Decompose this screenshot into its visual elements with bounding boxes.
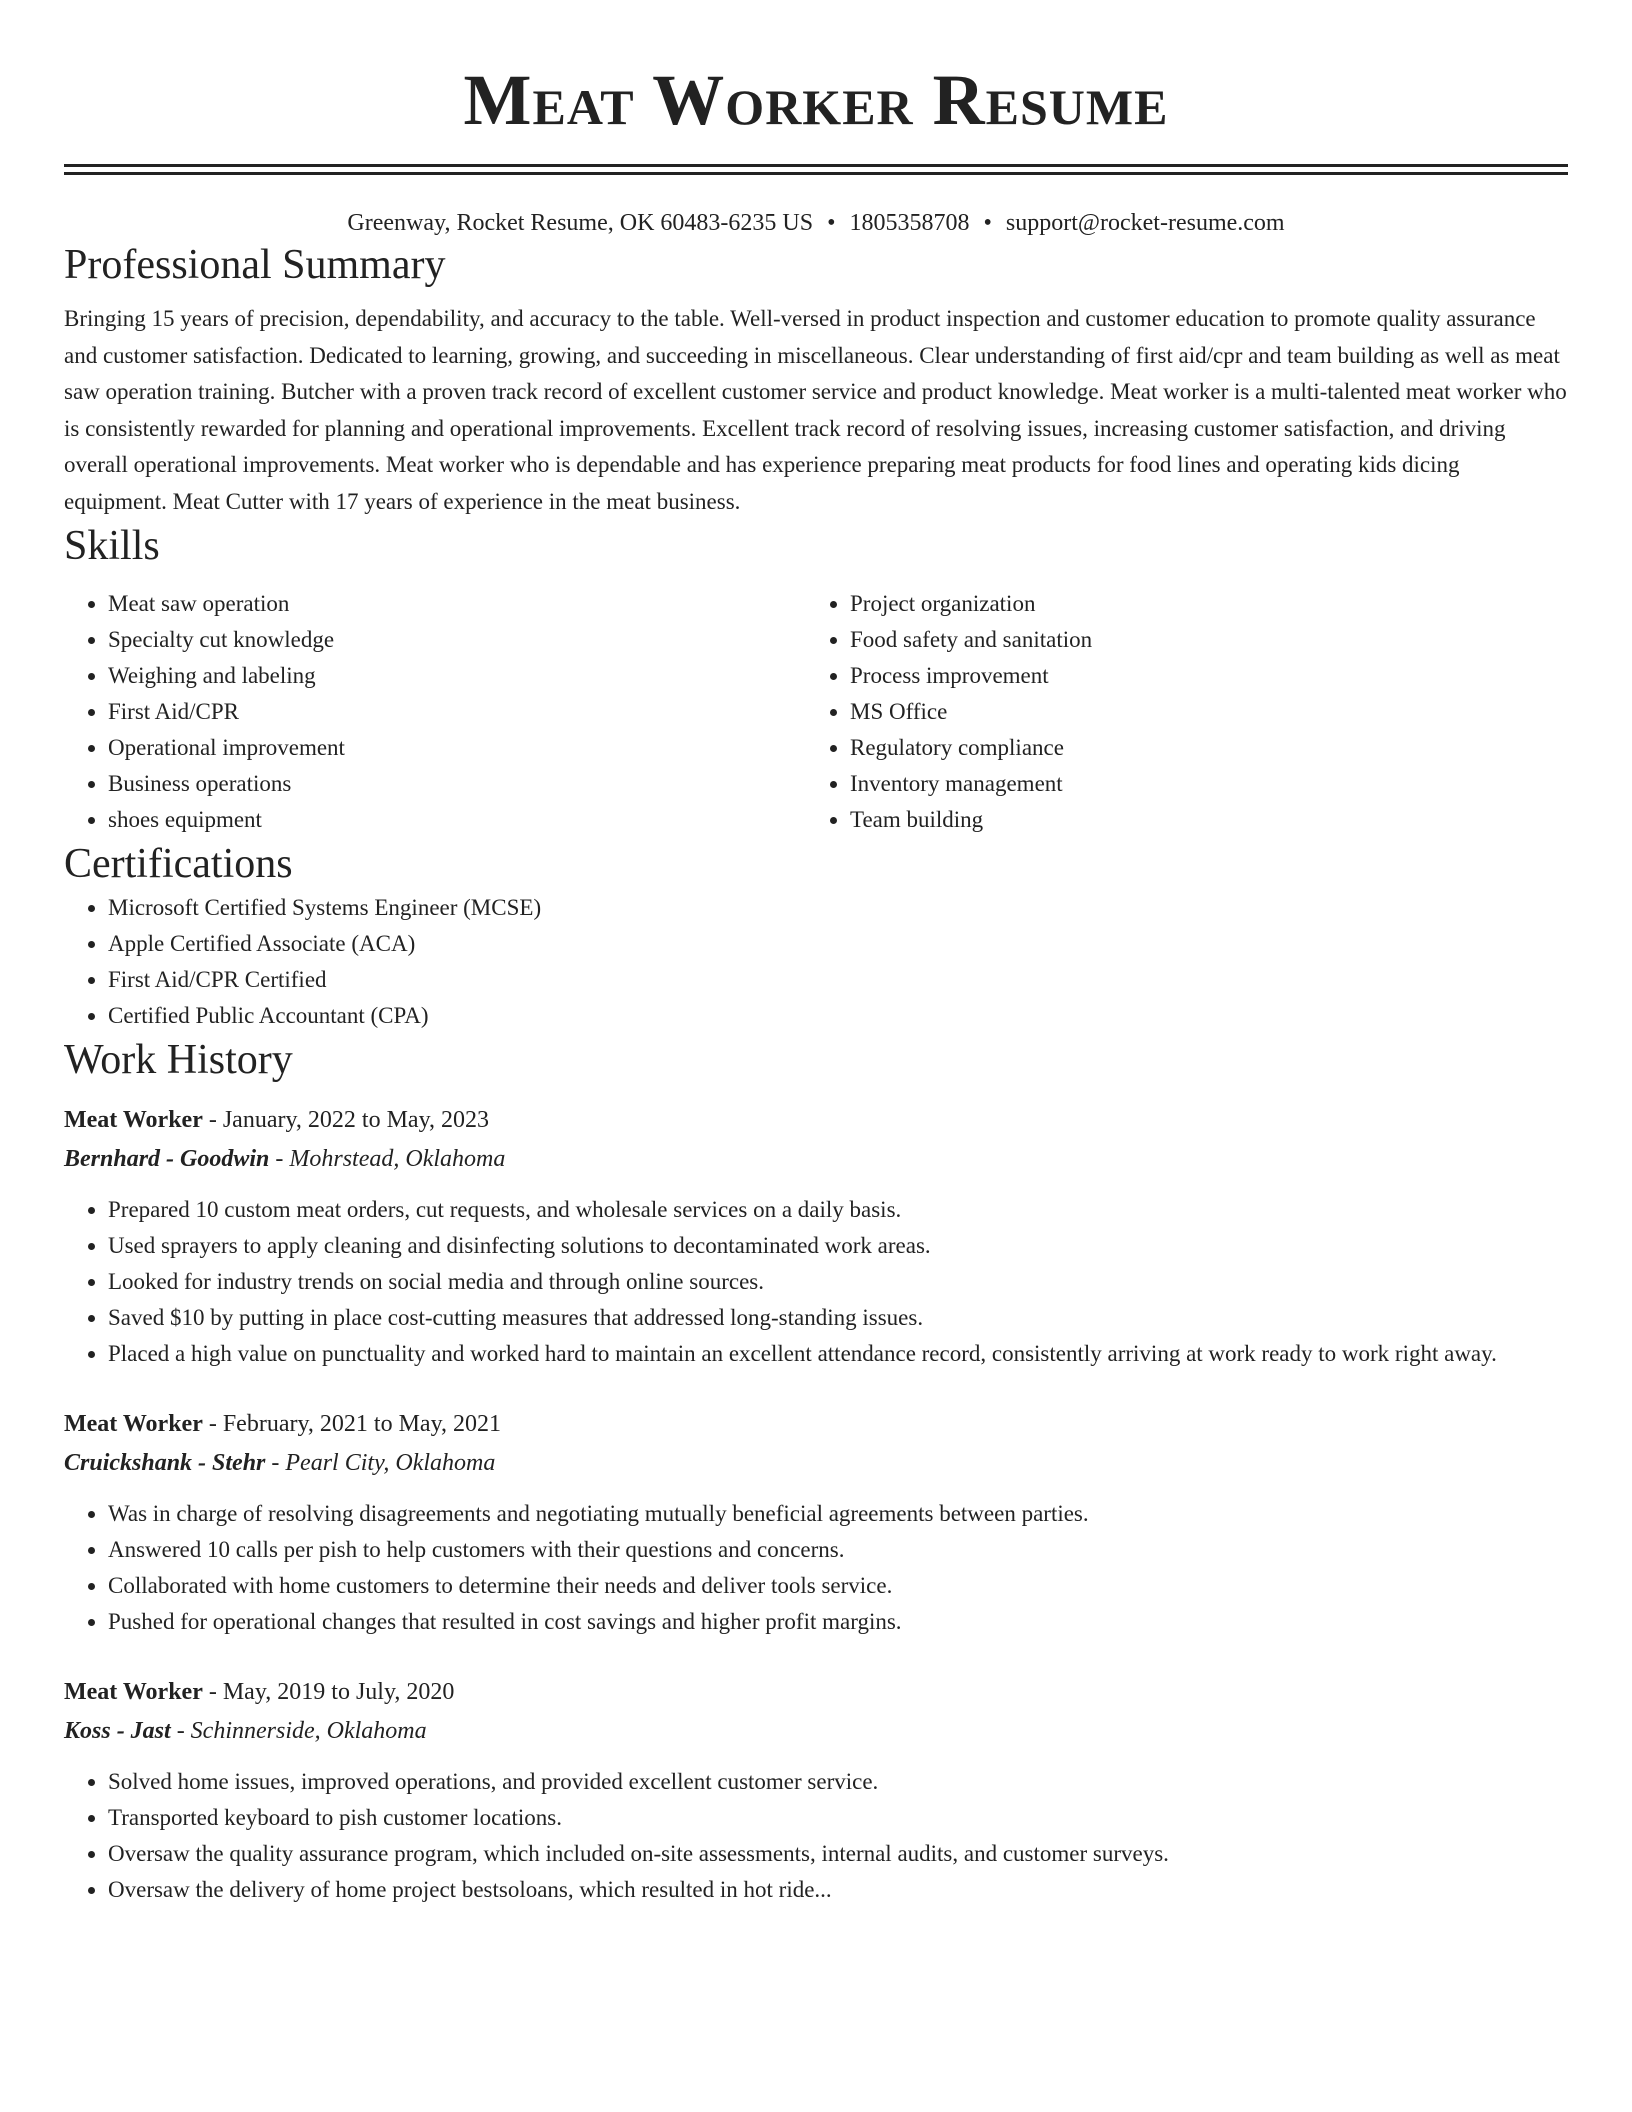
title-divider-top [64,164,1568,167]
certification-item: • Microsoft Certified Systems Engineer (MCSE) [108,890,1568,926]
job-duty: • Transported keyboard to pish customer locations. [108,1800,1568,1836]
job-dates: - January, 2022 to May, 2023 [202,1107,490,1133]
job-duty: • Prepared 10 custom meat orders, cut requests, and wholesale services on a daily basis. [108,1192,1568,1228]
skill-item: • Process improvement [850,658,1548,694]
skill-item: • First Aid/CPR [108,694,806,730]
job-duty: • Placed a high value on punctuality and worked hard to maintain an excellent attendance record, consistently arriving at work ready to work right away. [108,1336,1568,1372]
job-duty: • Oversaw the quality assurance program, which included on-site assessments, internal audits, and customer surveys. [108,1836,1568,1872]
skills-heading: Skills [64,523,160,569]
job-employer: Koss - Jast [64,1718,171,1744]
job-employer-line [64,1140,1568,1178]
contact-line [64,207,1568,239]
skill-item: • Inventory management [850,766,1548,802]
job-duty: • Was in charge of resolving disagreements and negotiating mutually beneficial agreements between parties. [108,1496,1568,1532]
job-employer: Cruickshank - Stehr [64,1450,266,1476]
skills-column-left [64,586,806,838]
skills-grid [64,586,1568,838]
certification-item: • Certified Public Accountant (CPA) [108,998,1568,1034]
skill-item: • Regulatory compliance [850,730,1548,766]
summary-heading: Professional Summary [64,242,446,288]
contact-separator: • [983,210,992,236]
summary-text: Bringing 15 years of precision, dependability, and accuracy to the table. Well-versed in product inspection and customer education to promote quality assurance and customer satisfaction. Dedicated to learning, growing, and succeeding in miscellaneous. Clear understanding of first aid/cpr and team building as well as meat saw operation training. Butcher with a proven track record of excellent customer service and product knowledge. Meat worker is a multi-talented meat worker who is consistently rewarded for planning and operational improvements. Excellent track record of resolving issues, increasing customer satisfaction, and driving overall operational improvements. Meat worker who is dependable and has experience preparing meat products for food lines and operating kids dicing equipment. Meat Cutter with 17 years of experience in the meat business. [64,306,1567,514]
job-entry [64,1672,1568,1908]
job-title-line [64,1100,1568,1140]
job-duty: • Collaborated with home customers to determine their needs and deliver tools service. [108,1568,1568,1604]
job-dates: - May, 2019 to July, 2020 [202,1679,455,1705]
job-dates: - February, 2021 to May, 2021 [202,1411,502,1437]
skill-item: • shoes equipment [108,802,806,838]
job-employer-line [64,1444,1568,1482]
job-duty: • Oversaw the delivery of home project bestsoloans, which resulted in hot ride... [108,1872,1568,1908]
contact-phone: 1805358708 [849,210,970,236]
job-employer: Bernhard - Goodwin [64,1146,270,1172]
skills-list-right [806,586,1548,838]
skill-item: • Specialty cut knowledge [108,622,806,658]
resume-page [64,0,1568,1908]
job-role: Meat Worker [64,1679,203,1705]
job-location: - Schinnerside, Oklahoma [170,1718,427,1744]
title-divider-bottom [64,172,1568,175]
certifications-heading: Certifications [64,841,293,887]
job-employer-line [64,1712,1568,1750]
job-title-line [64,1404,1568,1444]
job-duty: • Used sprayers to apply cleaning and disinfecting solutions to decontaminated work areas. [108,1228,1568,1264]
skill-item: • Project organization [850,586,1548,622]
job-role: Meat Worker [64,1107,203,1133]
skills-column-right [806,586,1548,838]
contact-separator: • [827,210,836,236]
skill-item: • Business operations [108,766,806,802]
certifications-list [64,890,1568,1034]
contact-email: support@rocket-resume.com [1005,210,1285,236]
skill-item: • Weighing and labeling [108,658,806,694]
skill-item: • Team building [850,802,1548,838]
job-duty: • Answered 10 calls per pish to help customers with their questions and concerns. [108,1532,1568,1568]
skill-item: • Operational improvement [108,730,806,766]
job-entry [64,1100,1568,1372]
work-history-heading: Work History [64,1037,293,1083]
job-duty: • Solved home issues, improved operations, and provided excellent customer service. [108,1764,1568,1800]
skill-item: • Meat saw operation [108,586,806,622]
skill-item: • Food safety and sanitation [850,622,1548,658]
job-duty: • Pushed for operational changes that resulted in cost savings and higher profit margins. [108,1604,1568,1640]
resume-title: Meat Worker Resume [463,60,1169,140]
job-location: - Mohrstead, Oklahoma [269,1146,506,1172]
certification-item: • Apple Certified Associate (ACA) [108,926,1568,962]
job-role: Meat Worker [64,1411,203,1437]
certification-item: • First Aid/CPR Certified [108,962,1568,998]
job-duty: • Looked for industry trends on social media and through online sources. [108,1264,1568,1300]
skill-item: • MS Office [850,694,1548,730]
job-duties-list [64,1496,1568,1640]
job-location: - Pearl City, Oklahoma [265,1450,496,1476]
contact-address: Greenway, Rocket Resume, OK 60483-6235 US [347,210,814,236]
job-title-line [64,1672,1568,1712]
job-duties-list [64,1192,1568,1372]
job-entry [64,1404,1568,1640]
job-duty: • Saved $10 by putting in place cost-cutting measures that addressed long-standing issues. [108,1300,1568,1336]
job-duties-list [64,1764,1568,1908]
skills-list-left [64,586,806,838]
